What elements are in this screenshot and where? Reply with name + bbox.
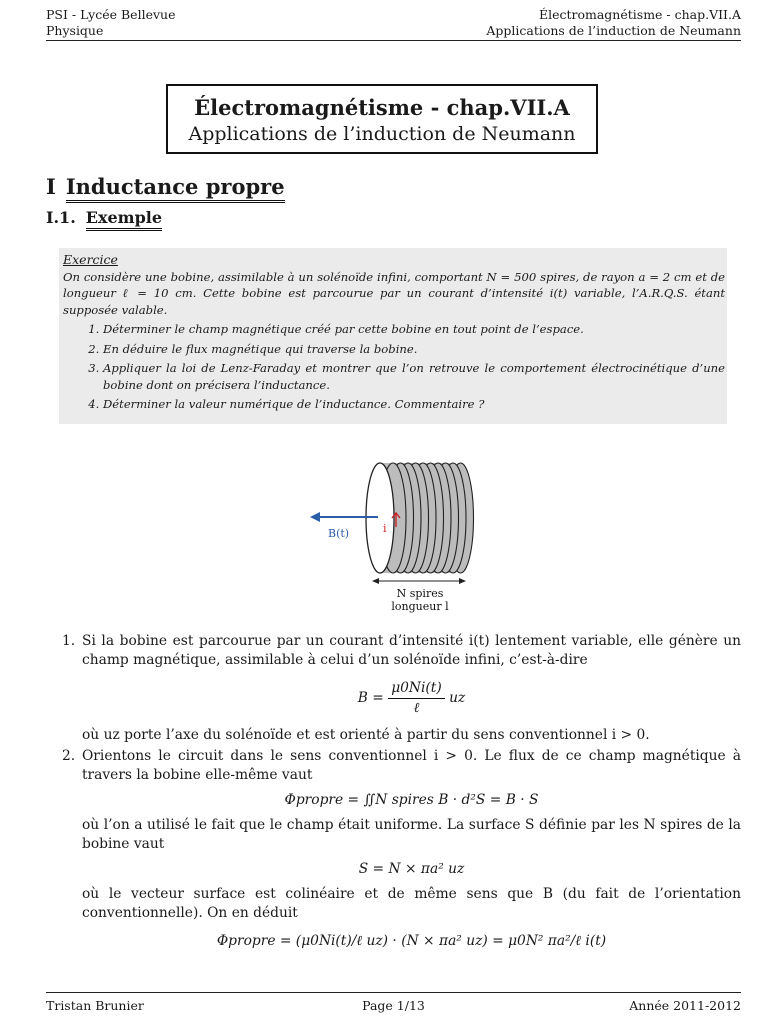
answers	[46, 632, 741, 957]
chapter-title-box	[166, 84, 598, 154]
answer-1-after: où uz porte l’axe du solénoïde et est orienté à partir du sens conventionnel i > 0.	[82, 727, 650, 743]
field-label: B(t)	[328, 527, 350, 540]
exercise-question: 1. Déterminer le champ magnétique créé par cette bobine en tout point de l’espace.	[103, 321, 725, 338]
exercise-box	[59, 248, 727, 424]
footer-author: Tristan Brunier	[46, 998, 144, 1013]
solenoid-diagram	[300, 456, 490, 616]
solenoid-figure	[300, 456, 490, 616]
answer-2-text: Orientons le circuit dans le sens conventionnel i > 0. Le flux de ce champ magnétique à travers la bobine elle-même vaut	[82, 748, 741, 783]
footer-page-number: Page 1/13	[362, 998, 425, 1013]
answer-2-text-2: où l’on a utilisé le fait que le champ était uniforme. La surface S définie par les N spires de la bobine vaut	[82, 817, 741, 852]
answer-2-equation-2: S = N × πa² uz	[358, 861, 465, 877]
eq1-lhs: B =	[357, 690, 384, 706]
answer-1	[46, 632, 741, 745]
footer-year: Année 2011-2012	[629, 998, 741, 1013]
answer-2-text-3: où le vecteur surface est colinéaire et de même sens que B (du fait de l’orientation conventionnelle). On en déduit	[82, 886, 741, 921]
field-arrow-head	[310, 512, 320, 522]
exercise-title: Exercice	[63, 252, 118, 267]
answer-2-number: 2.	[62, 748, 76, 764]
subsection-title: Exemple	[86, 208, 162, 231]
answer-1-equation	[82, 679, 741, 718]
eq1-numerator: μ0Ni(t)	[388, 679, 445, 699]
chapter-subtitle: Applications de l’induction de Neumann	[188, 123, 576, 145]
current-label: i	[383, 522, 387, 535]
exercise-question: 3. Appliquer la loi de Lenz-Faraday et montrer que l’on retrouve le comportement électrocinétique d’une bobine dont on précisera l’inductance.	[103, 360, 725, 393]
footer-rule	[46, 992, 741, 993]
section-heading	[46, 174, 285, 199]
header-chapter-title: Applications de l’induction de Neumann	[486, 23, 741, 38]
section-title: Inductance propre	[66, 174, 285, 203]
caption-turns: N spires	[396, 587, 444, 600]
caption-length: longueur l	[391, 600, 449, 613]
answer-1-number: 1.	[62, 633, 76, 649]
exercise-questions	[63, 321, 725, 413]
header-school: PSI - Lycée Bellevue	[46, 7, 176, 22]
header-chapter: Électromagnétisme - chap.VII.A	[538, 7, 741, 22]
exercise-question: 2. En déduire le flux magnétique qui traverse la bobine.	[103, 341, 725, 358]
subsection-number: I.1.	[46, 208, 76, 227]
answer-2-equation-3: Φpropre = (μ0Ni(t)/ℓ uz) · (N × πa² uz) = μ0N² πa²/ℓ i(t)	[216, 933, 607, 949]
eq1-rhs: uz	[449, 690, 466, 706]
answer-2	[46, 747, 741, 951]
header-subject: Physique	[46, 23, 104, 38]
eq1-fraction	[388, 679, 445, 718]
length-arrow-left	[372, 578, 379, 584]
exercise-question: 4. Déterminer la valeur numérique de l’inductance. Commentaire ?	[103, 396, 725, 413]
length-arrow-right	[459, 578, 466, 584]
eq1-denominator: ℓ	[413, 700, 420, 716]
subsection-heading	[46, 208, 162, 227]
answer-2-equation-1: Φpropre = ∬N spires B · d²S = B · S	[284, 792, 539, 808]
section-number: I	[46, 174, 56, 199]
answer-1-text: Si la bobine est parcourue par un courant d’intensité i(t) lentement variable, elle génère un champ magnétique, assimilable à celui d’un solénoïde infini, c’est-à-dire	[82, 633, 741, 668]
exercise-intro: On considère une bobine, assimilable à un solénoïde infini, comportant N = 500 spires, de rayon a = 2 cm et de longueur ℓ = 10 cm. Cette bobine est parcourue par un courant d’intensité i(t) variable, l’A.R.Q.S. étant supposée valable.	[63, 269, 725, 317]
chapter-title: Électromagnétisme - chap.VII.A	[194, 95, 570, 120]
header-rule	[46, 40, 741, 41]
